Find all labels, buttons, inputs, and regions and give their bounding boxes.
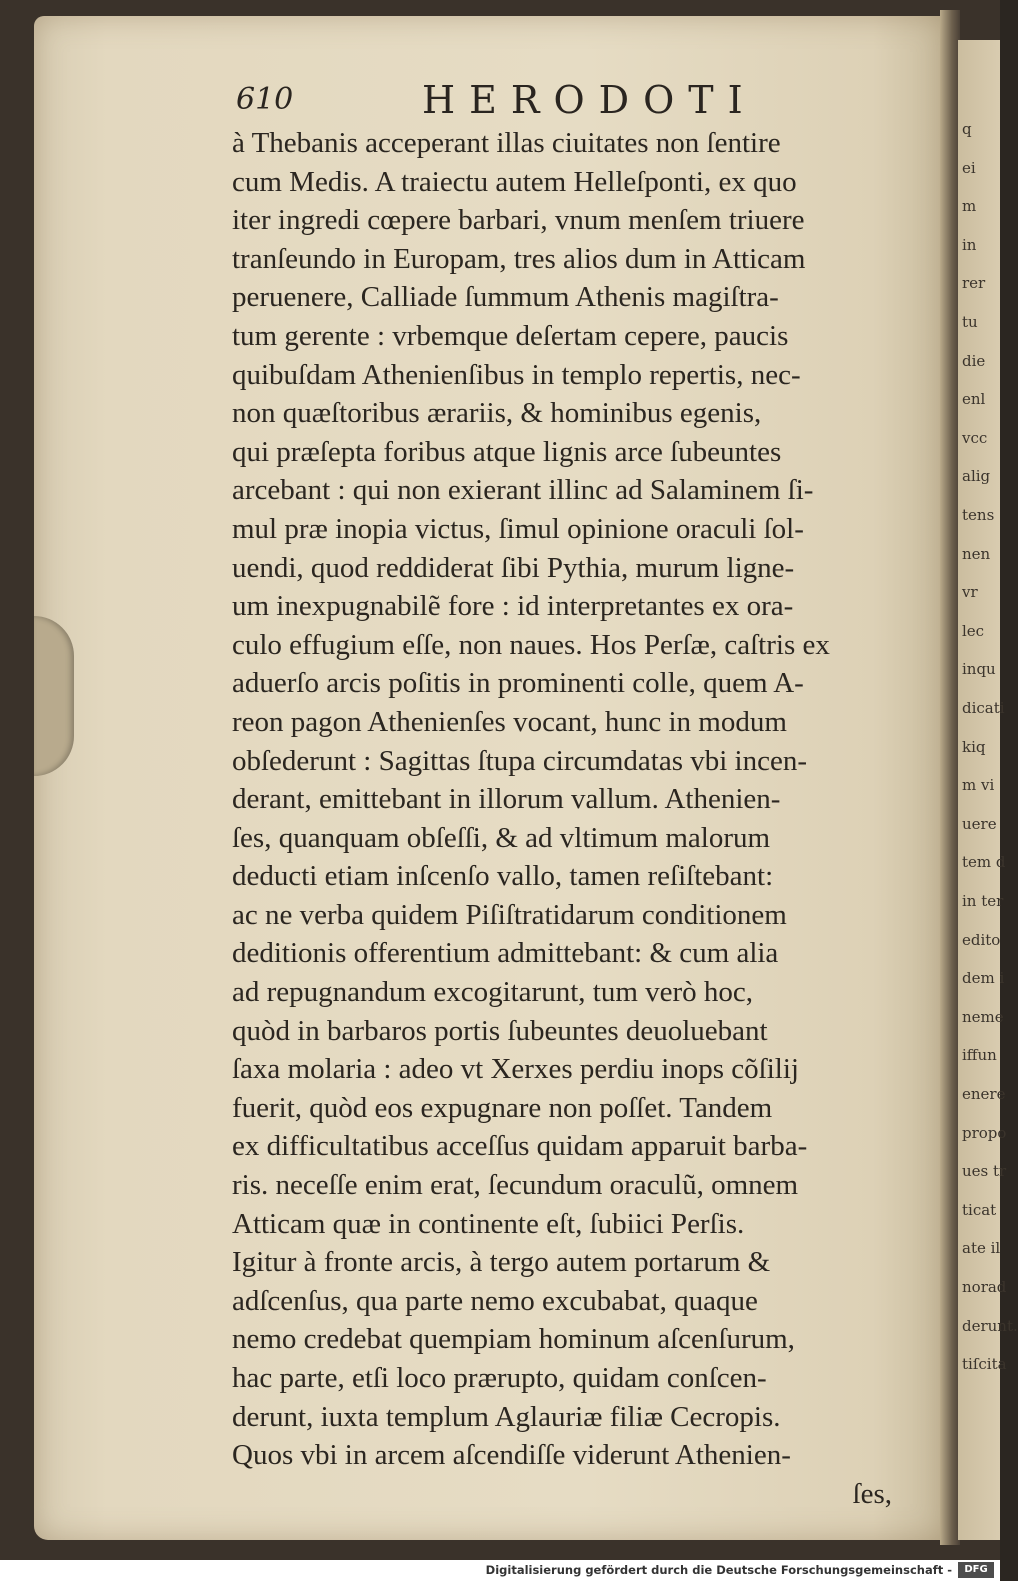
facing-page-edge: [958, 40, 1018, 1540]
text-line: reon pagon Athenienſes vocant, hunc in modum: [232, 705, 787, 738]
text-line: mul præ inopia victus, ſimul opinione oraculi ſol-: [232, 512, 804, 545]
facing-page-fragment: vr: [962, 583, 978, 602]
text-line: obſederunt : Sagittas ſtupa circumdatas vbi incen-: [232, 744, 808, 777]
facing-page-fragment: vcc: [962, 428, 988, 447]
facing-page-fragment: tiſcita: [962, 1355, 1007, 1374]
text-line: hac parte, etſi loco prærupto, quidam conſcen-: [232, 1362, 767, 1394]
text-line: Quos vbi in arcem aſcendiſſe viderunt Athenien-: [232, 1439, 791, 1472]
facing-page-fragment: norad: [962, 1278, 1007, 1296]
facing-page-fragment: rer: [962, 274, 986, 293]
text-line: uendi, quod reddiderat ſibi Pythia, murum ligne-: [232, 551, 795, 584]
facing-page-fragment: derunt.: [962, 1316, 1018, 1335]
dfg-logo: DFG: [958, 1562, 994, 1578]
facing-page-fragment: kiq: [962, 737, 986, 756]
text-line: cum Medis. A traiectu autem Helleſponti, ex quo: [232, 165, 797, 198]
facing-page-fragment: tem d: [962, 853, 1006, 872]
text-line: à Thebanis acceperant illas ciuitates non ſentire: [232, 127, 781, 159]
text-line: non quæſtoribus ærariis, & hominibus egenis,: [232, 397, 762, 430]
text-line: nemo credebat quempiam hominum aſcenſurum,: [232, 1323, 795, 1356]
text-line: ad repugnandum excogitarunt, tum verò hoc,: [232, 976, 754, 1009]
facing-page-fragment: iffun: [962, 1046, 997, 1065]
facing-page-fragment: ate il: [962, 1239, 1001, 1258]
facing-page-fragment: alig: [962, 467, 991, 486]
facing-page-fragment: m vi: [962, 776, 995, 795]
text-line: arcebant : qui non exierant illinc ad Salaminem ſi-: [232, 474, 814, 507]
facing-page-fragment: nen: [962, 544, 991, 563]
facing-page-fragment: propo: [962, 1123, 1007, 1142]
facing-page-fragment: ticat: [962, 1200, 997, 1219]
text-line: Igitur à fronte arcis, à tergo autem portarum &: [232, 1246, 771, 1279]
facing-page-fragment: ues tr: [962, 1162, 1007, 1181]
text-line: quibuſdam Athenienſibus in templo repertis, nec-: [232, 358, 801, 391]
facing-page-fragment: uere: [962, 814, 997, 833]
facing-page-fragment: neme: [962, 1007, 1004, 1026]
running-head: HERODOTI: [422, 78, 757, 122]
text-line: deditionis offerentium admittebant: & cum alia: [232, 937, 779, 970]
text-line: fuerit, quòd eos expugnare non poſſet. Tandem: [232, 1091, 773, 1124]
facing-page-fragment: m: [962, 197, 977, 216]
text-line: tranſeundo in Europam, tres alios dum in Atticam: [232, 242, 806, 275]
text-line: quòd in barbaros portis ſubeuntes deuoluebant: [232, 1014, 768, 1047]
facing-page-fragment: in ter: [962, 892, 1004, 910]
facing-page-fragment: tu: [962, 313, 978, 331]
text-line: aduerſo arcis poſitis in prominenti colle, quem A-: [232, 667, 804, 700]
funding-credit: Digitalisierung gefördert durch die Deutsche Forschungsgemeinschaft -: [485, 1563, 952, 1577]
page-edge-notch: [34, 616, 74, 776]
facing-page-fragment: dem i: [962, 969, 1005, 988]
facing-page-fragment: q: [962, 120, 972, 138]
body-text: [232, 124, 932, 1513]
page-number: 610: [236, 82, 294, 117]
text-line: iter ingredi cœpere barbari, vnum menſem triuere: [232, 204, 805, 237]
facing-page-fragment: enere: [962, 1085, 1006, 1103]
text-line: deducti etiam inſcenſo vallo, tamen reſiſtebant:: [232, 860, 774, 893]
text-line: adſcenſus, qua parte nemo excubabat, quaque: [232, 1284, 758, 1317]
text-line: ex difficultatibus acceſſus quidam apparuit barba-: [232, 1130, 808, 1163]
text-line: um inexpugnabilẽ fore : id interpretantes ex ora-: [232, 590, 794, 623]
text-line: ſes, quanquam obſeſſi, & ad vltimum malorum: [232, 821, 771, 854]
facing-page-fragment: edito: [962, 930, 1001, 949]
facing-page-fragment: inqu: [962, 660, 996, 679]
text-line: derunt, iuxta templum Aglauriæ filiæ Cecropis.: [232, 1400, 781, 1433]
facing-page-fragment: tens: [962, 506, 995, 524]
facing-page-fragment: lec: [962, 621, 985, 640]
facing-page-fragment: ei: [962, 158, 976, 177]
text-line: tum gerente : vrbemque deſertam cepere, paucis: [232, 319, 789, 352]
digitization-footer: [0, 1560, 1000, 1581]
text-line: derant, emittebant in illorum vallum. Athenien-: [232, 783, 781, 816]
text-line: ſaxa molaria : adeo vt Xerxes perdiu inops cõſilij: [232, 1053, 799, 1086]
book-gutter: [940, 10, 960, 1545]
page-header: [236, 78, 876, 126]
text-line: ris. neceſſe enim erat, ſecundum oraculũ, omnem: [232, 1169, 799, 1202]
facing-page-fragment: die: [962, 351, 986, 370]
facing-page-fragment: in: [962, 235, 977, 254]
catchword: ſes,: [852, 1477, 892, 1510]
text-line: peruenere, Calliade ſummum Athenis magiſtra-: [232, 281, 779, 314]
text-line: Atticam quæ in continente eſt, ſubiici Perſis.: [232, 1207, 745, 1240]
text-line: qui præſepta foribus atque lignis arce ſubeuntes: [232, 435, 782, 468]
facing-page-fragment: enl: [962, 390, 986, 409]
facing-page-fragment: dicati: [962, 699, 1005, 717]
text-line: culo effugium eſſe, non naues. Hos Perſæ, caſtris ex: [232, 628, 830, 661]
text-line: ac ne verba quidem Piſiſtratidarum conditionem: [232, 898, 787, 931]
